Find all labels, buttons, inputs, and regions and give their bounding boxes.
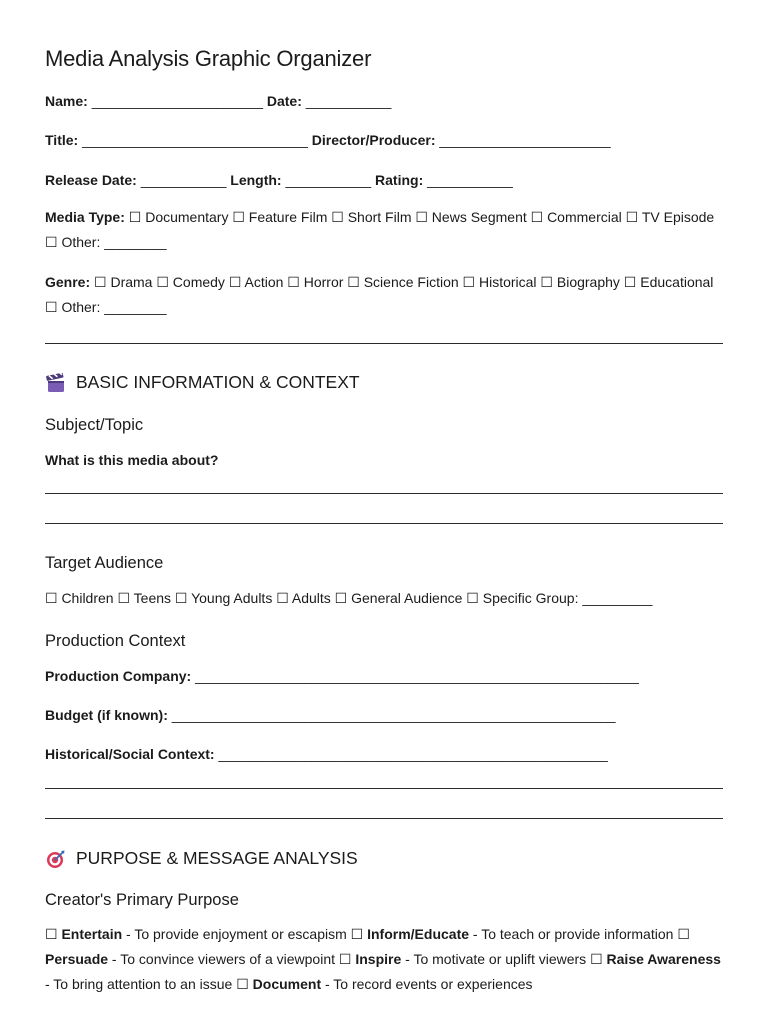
purpose-option-label: Raise Awareness	[606, 951, 721, 967]
director-label: Director/Producer:	[311, 132, 436, 148]
checkbox[interactable]: ☐	[338, 951, 352, 967]
purpose-option-desc: - To provide enjoyment or escapism	[122, 926, 351, 942]
checkbox[interactable]: ☐	[677, 926, 690, 942]
purpose-option-label: Inform/Educate	[367, 926, 470, 942]
answer-line[interactable]	[45, 818, 723, 819]
purpose-option-desc: - To record events or experiences	[321, 976, 533, 992]
target-audience-options[interactable]: ☐ Children ☐ Teens ☐ Young Adults ☐ Adults ☐ General Audience ☐ Specific Group: _________	[45, 590, 653, 606]
genre-label: Genre:	[45, 274, 91, 290]
production-company-row	[45, 667, 639, 686]
production-company-label: Production Company:	[45, 668, 192, 684]
budget-field[interactable]: _________________________________________________________	[171, 707, 616, 723]
purpose-options	[45, 922, 725, 997]
media-type-label: Media Type:	[45, 209, 125, 225]
purpose-option-label: Document	[252, 976, 322, 992]
answer-line[interactable]	[45, 788, 723, 789]
genre-options[interactable]: ☐ Drama ☐ Comedy ☐ Action ☐ Horror ☐ Science Fiction ☐ Historical ☐ Biography ☐ Educational ☐ Other: ________	[45, 274, 714, 315]
historical-context-row	[45, 745, 608, 764]
title-label: Title:	[45, 132, 79, 148]
bullseye-icon	[45, 849, 67, 869]
purpose-option-desc: - To teach or provide information	[469, 926, 678, 942]
purpose-option-desc: - To convince viewers of a viewpoint	[108, 951, 339, 967]
checkbox[interactable]: ☐	[45, 926, 58, 942]
worksheet-title: Media Analysis Graphic Organizer	[45, 46, 372, 71]
release-date-label: Release Date:	[45, 172, 137, 188]
director-field[interactable]: ______________________	[439, 132, 611, 148]
production-context-heading: Production Context	[45, 632, 186, 650]
target-audience-heading: Target Audience	[45, 554, 164, 572]
media-type-row	[45, 205, 725, 255]
section-divider	[45, 343, 723, 344]
historical-context-label: Historical/Social Context:	[45, 746, 215, 762]
rating-field[interactable]: ___________	[427, 172, 513, 188]
answer-line[interactable]	[45, 493, 723, 494]
budget-label: Budget (if known):	[45, 707, 168, 723]
production-company-field[interactable]: _________________________________________________________	[195, 668, 639, 684]
purpose-option-label: Entertain	[61, 926, 123, 942]
date-field[interactable]: ___________	[305, 93, 392, 109]
purpose-option-desc: - To motivate or uplift viewers	[401, 951, 591, 967]
worksheet-title-block	[45, 46, 371, 72]
checkbox[interactable]: ☐	[350, 926, 364, 942]
section-heading-text: PURPOSE & MESSAGE ANALYSIS	[76, 848, 358, 868]
purpose-option-label: Inspire	[355, 951, 402, 967]
name-label: Name:	[45, 93, 88, 109]
genre-row	[45, 270, 725, 320]
length-label: Length:	[230, 172, 282, 188]
section-heading-basic-info	[45, 372, 360, 393]
rating-label: Rating:	[375, 172, 424, 188]
release-length-rating-row	[45, 171, 513, 190]
primary-purpose-heading: Creator's Primary Purpose	[45, 891, 239, 909]
section-heading-text: BASIC INFORMATION & CONTEXT	[76, 372, 360, 392]
clapperboard-icon	[45, 373, 67, 393]
purpose-option-desc: - To bring attention to an issue	[45, 976, 237, 992]
date-label: Date:	[266, 93, 302, 109]
checkbox[interactable]: ☐	[590, 951, 603, 967]
name-field[interactable]: ______________________	[91, 93, 263, 109]
budget-row	[45, 706, 616, 725]
release-date-field[interactable]: ___________	[140, 172, 227, 188]
checkbox[interactable]: ☐	[236, 976, 249, 992]
answer-line[interactable]	[45, 523, 723, 524]
media-type-options[interactable]: ☐ Documentary ☐ Feature Film ☐ Short Film ☐ News Segment ☐ Commercial ☐ TV Episode ☐ Other: ________	[45, 209, 715, 250]
subject-topic-heading: Subject/Topic	[45, 416, 144, 434]
subject-question: What is this media about?	[45, 452, 219, 468]
title-field[interactable]: _____________________________	[82, 132, 308, 148]
name-date-row	[45, 92, 391, 111]
title-director-row	[45, 131, 611, 150]
purpose-option-label: Persuade	[45, 951, 109, 967]
length-field[interactable]: ___________	[285, 172, 372, 188]
section-heading-purpose	[45, 848, 358, 869]
historical-context-field[interactable]: __________________________________________________	[218, 746, 608, 762]
